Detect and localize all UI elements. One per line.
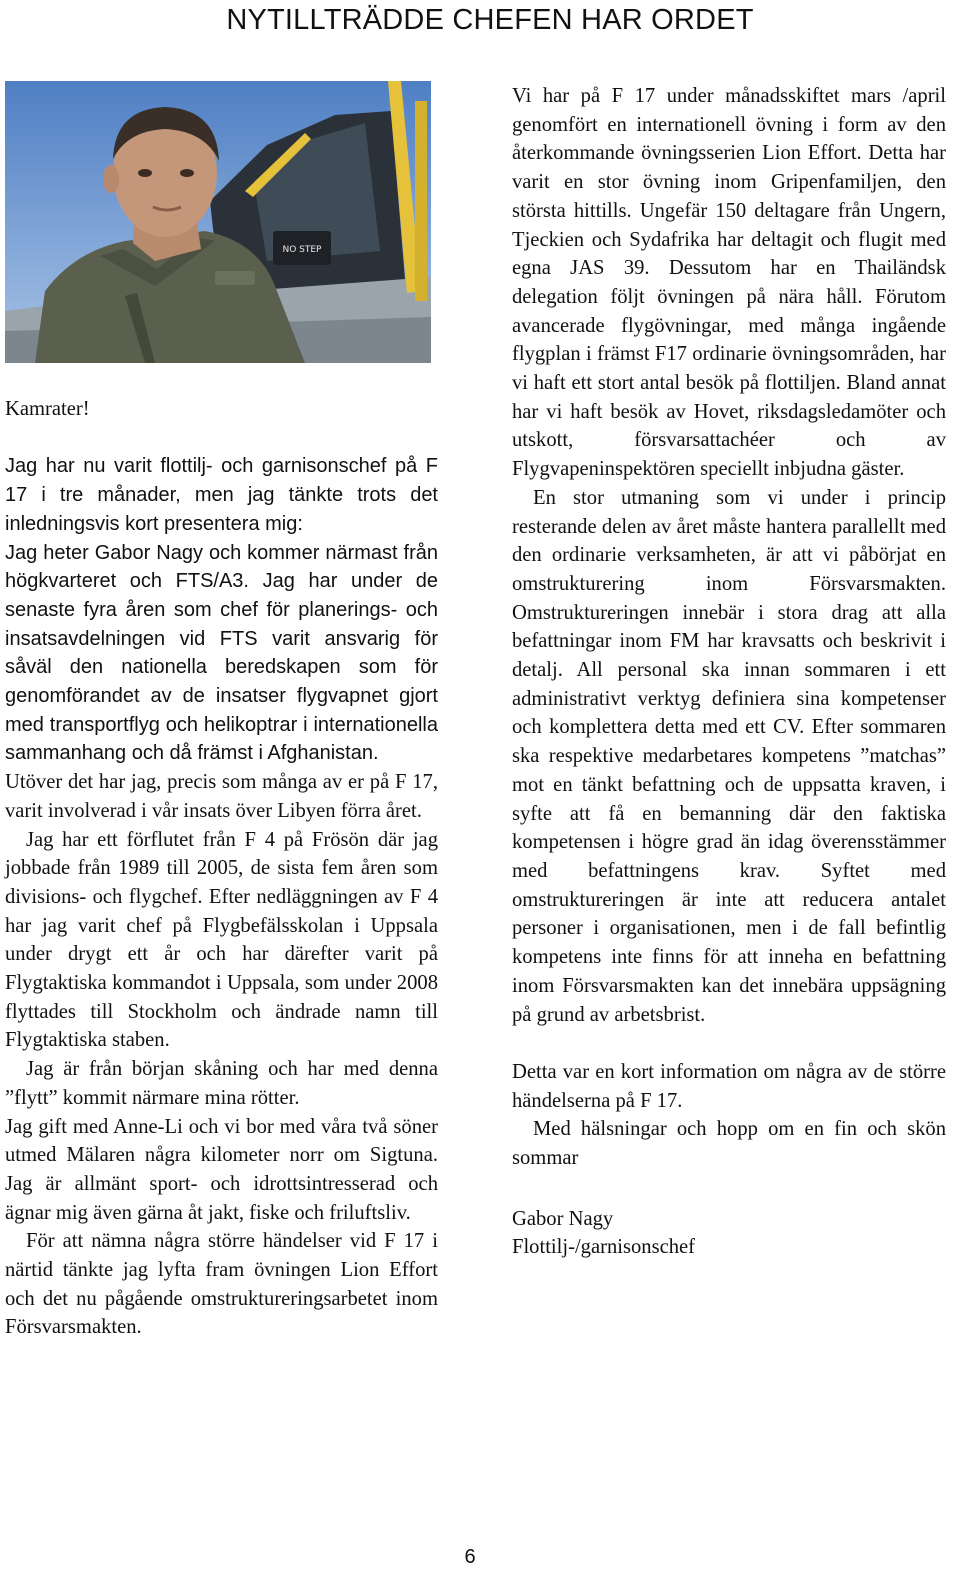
paragraph: Jag heter Gabor Nagy och kommer närmast från högkvarteret och FTS/A3. Jag har under de senaste fyra åren som chef för planerings- och insatsavdelningen vid FTS varit ansvarig för såväl den nationella beredskapen som för genomförandet av de insatser flygvapnet gjort med transportflyg och helikoptrar i internationella sammanhang och då främst i Afghanistan.	[5, 541, 438, 765]
pilot-photo-illustration	[5, 81, 431, 363]
pilot-photo	[5, 81, 431, 363]
paragraph: Detta var en kort information om några av de större händelserna på F 17.	[512, 1060, 946, 1112]
paragraph: För att nämna några större händelser vid F 17 i närtid tänkte jag lyfta fram övningen Lion Effort och det nu pågående omstruktureringsarbetet inom Försvarsmakten.	[5, 1230, 438, 1339]
paragraph: Med hälsningar och hopp om en fin och skön sommar	[512, 1118, 946, 1169]
page-title: NYTILLTRÄDDE CHEFEN HAR ORDET	[226, 4, 754, 36]
cockpit-sign: NO STEP	[282, 245, 322, 255]
left-column	[5, 395, 438, 1342]
paragraph: Jag har ett förflutet från F 4 på Frösön där jag jobbade från 1989 till 2005, de sista fem åren som divisions- och flygchef. Efter nedläggningen av F 4 har jag varit chef på Flygbefälsskolan i Uppsala under drygt ett år och har därefter varit på Flygtaktiska kommandot i Uppsala, som under 2008 flyttades till Stockholm och ändrade namn till Flygtaktiska staben.	[5, 828, 438, 1052]
paragraph: Vi har på F 17 under månadsskiftet mars /april genomfört en internationell övning i form av den återkommande övningsserien Lion Effort. Detta har varit en stor övning inom Gripenfamiljen, den största hittills. Ungefär 150 deltagare från Ungern, Tjeckien och Sydafrika har deltagit och flugit med egna JAS 39. Dessutom har en Thailändsk delegation följt övningen på nära håll. Förutom avancerade flygövningar, med många ingående flygplan i främst F17 ordinarie övningsområden, har vi haft ett stort antal besök på flottiljen. Bland annat har vi haft besök av Hovet, riksdagsledamöter och utskott, försvarsattachéer och av Flygvapeninspektören speciellt inbjudna gäster.	[512, 85, 946, 481]
paragraph: Utöver det har jag, precis som många av er på F 17, varit involverad i vår insats över Libyen förra året.	[5, 771, 438, 822]
greeting: Kamrater!	[5, 398, 90, 420]
signature-name: Gabor Nagy	[512, 1207, 614, 1230]
signature-title: Flottilj-/garnisonschef	[512, 1236, 696, 1259]
paragraph: En stor utmaning som vi under i princip resterande delen av året måste hantera parallellt med den ordinarie verksamheten, är att vi påbörjat en omstrukturering inom Försvarsmakten. Omstruktureringen innebär i stora drag att alla befattningar inom FM har kravsatts och beskrivit i detalj. All personal ska innan sommaren i ett administrativt verktyg definiera sina kompetenser och komplettera detta med ett CV. Efter sommaren ska respektive medarbetares kompetens ”matchas” mot en tänkt befattning och de uppsatta kraven, i syfte att få en bemanning där den faktiska kompetensen i högre grad än idag överensstämmer med befattningens krav. Syftet med omstruktureringen är inte att reducera antalet personer i organisationen, men i de fall befintlig kompetens inte finns för att inneha en befattning inom Försvarsmakten kan det innebära uppsägning på grund av arbetsbrist.	[512, 486, 946, 1026]
right-column	[512, 82, 946, 1262]
page-number: 6	[464, 1546, 476, 1568]
paragraph: Jag har nu varit flottilj- och garnisonschef på F 17 i tre månader, men jag tänkte trots det inledningsvis kort presentera mig:	[5, 455, 438, 535]
paragraph: Jag är från början skåning och har med denna ”flytt” kommit närmare mina rötter.	[5, 1058, 438, 1109]
paragraph: Jag gift med Anne-Li och vi bor med våra två söner utmed Mälaren några kilometer norr om Sigtuna. Jag är allmänt sport- och idrottsintresserad och ägnar mig även gärna åt jakt, fiske och friluftsliv.	[5, 1115, 438, 1224]
